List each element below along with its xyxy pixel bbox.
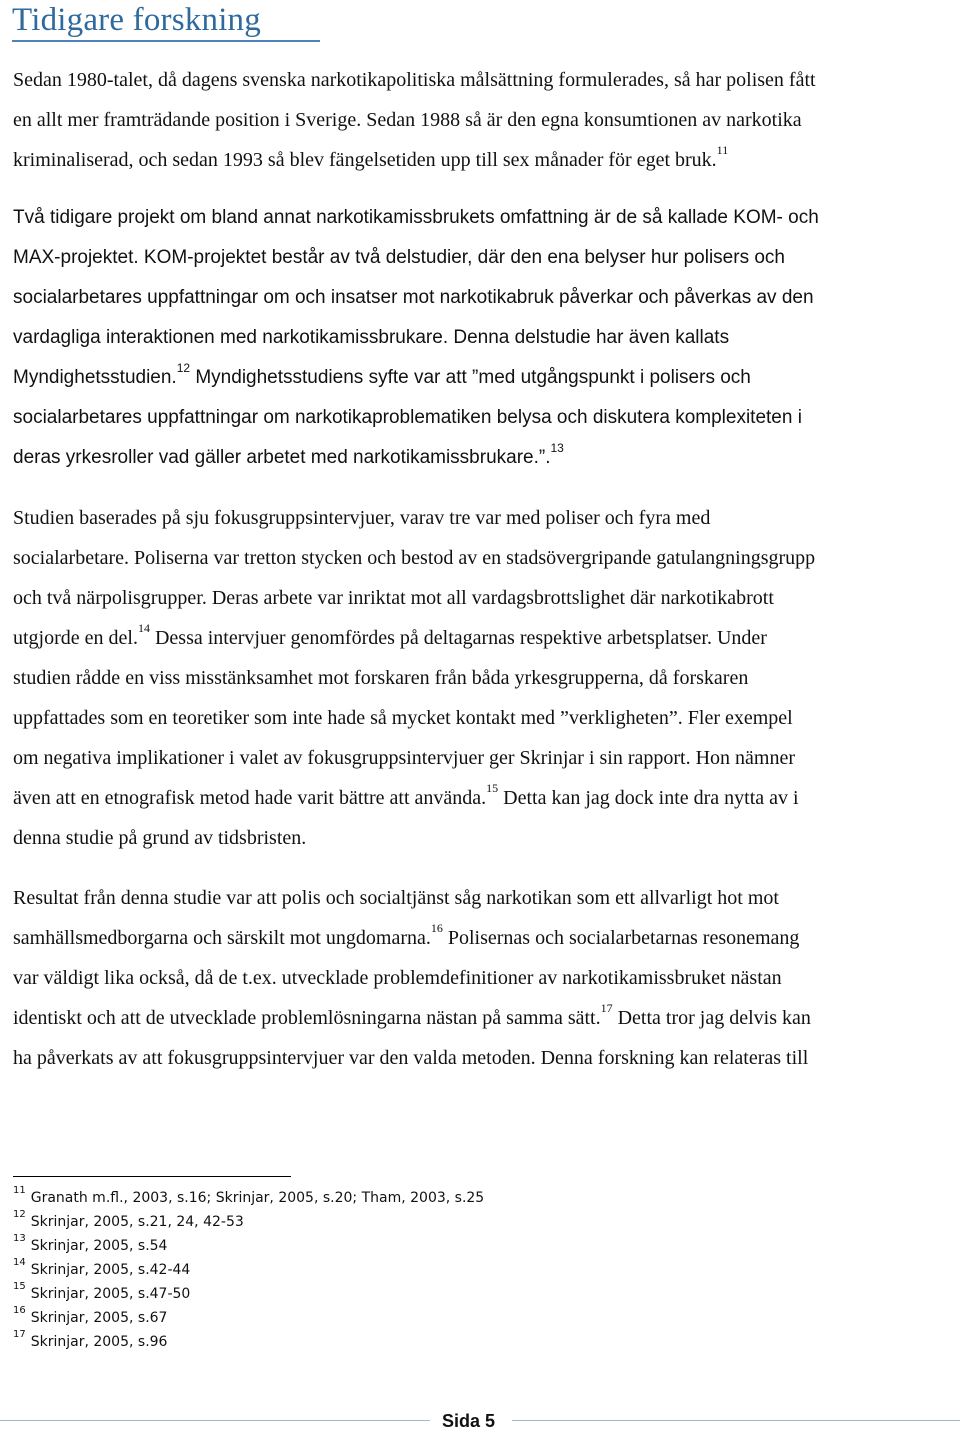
text-line: Sedan 1980-talet, då dagens svenska narkotikapolitiska målsättning formulerades, så har polisen fått <box>13 69 816 91</box>
text-segment: utgjorde en del. <box>13 627 138 649</box>
footnote-ref[interactable]: 11 <box>716 143 729 158</box>
text-line: denna studie på grund av tidsbristen. <box>13 827 307 849</box>
paragraph-4 <box>13 878 947 1078</box>
footnote-text: Skrinjar, 2005, s.21, 24, 42-53 <box>30 1214 244 1230</box>
text-line <box>13 618 947 658</box>
text-segment: Polisernas och socialarbetarnas resonemang <box>442 927 800 949</box>
text-line: Studien baserades på sju fokusgruppsintervjuer, varav tre var med poliser och fyra med <box>13 507 711 529</box>
footnote-item <box>13 1186 484 1210</box>
footnote-text: Skrinjar, 2005, s.54 <box>30 1238 168 1254</box>
footnote-ref[interactable]: 17 <box>600 1001 613 1016</box>
text-line <box>13 438 947 478</box>
footnote-ref[interactable]: 12 <box>176 360 191 375</box>
footnote-number: 14 <box>13 1257 26 1269</box>
footnote-number: 13 <box>13 1233 26 1245</box>
paragraph-2 <box>13 198 947 478</box>
footnote-number: 17 <box>13 1329 26 1341</box>
text-line <box>13 140 947 180</box>
text-segment: även att en etnografisk metod hade varit bättre att använda. <box>13 787 487 809</box>
text-line <box>13 778 947 818</box>
footnote-ref[interactable]: 15 <box>486 781 499 796</box>
footnote-ref[interactable]: 16 <box>430 921 443 936</box>
paragraph-1 <box>13 60 947 180</box>
text-line: vardagliga interaktionen med narkotikamissbrukare. Denna delstudie har även kallats <box>13 327 730 348</box>
footnote-text: Granath m.fl., 2003, s.16; Skrinjar, 2005, s.20; Tham, 2003, s.25 <box>30 1190 485 1206</box>
footer-rule-right <box>512 1420 960 1421</box>
footnote-item <box>13 1330 484 1354</box>
text-segment: Detta tror jag delvis kan <box>612 1007 811 1029</box>
footnote-number: 11 <box>13 1185 26 1197</box>
footnote-separator <box>13 1176 291 1177</box>
footnote-number: 12 <box>13 1209 26 1221</box>
text-line: socialarbetare. Poliserna var tretton stycken och bestod av en stadsövergripande gatulangningsgrupp <box>13 547 816 569</box>
text-line: och två närpolisgrupper. Deras arbete var inriktat mot all vardagsbrottslighet där narkotikabrott <box>13 587 774 609</box>
text-line: en allt mer framträdande position i Sverige. Sedan 1988 så är den egna konsumtionen av narkotika <box>13 109 802 131</box>
footnote-text: Skrinjar, 2005, s.67 <box>30 1310 168 1326</box>
text-line: var väldigt lika också, då de t.ex. utvecklade problemdefinitioner av narkotikamissbruket nästan <box>13 967 782 989</box>
footnote-text: Skrinjar, 2005, s.47-50 <box>30 1286 191 1302</box>
text-segment: Myndighetsstudiens syfte var att ”med utgångspunkt i polisers och <box>190 367 751 388</box>
footnote-item <box>13 1234 484 1258</box>
text-line: MAX-projektet. KOM-projektet består av två delstudier, där den ena belyser hur polisers och <box>13 247 785 268</box>
paragraph-3 <box>13 498 947 858</box>
text-segment: samhällsmedborgarna och särskilt mot ungdomarna. <box>13 927 431 949</box>
footnote-text: Skrinjar, 2005, s.42-44 <box>30 1262 191 1278</box>
text-segment: Myndighetsstudien. <box>13 367 177 388</box>
text-line: Två tidigare projekt om bland annat narkotikamissbrukets omfattning är de så kallade KOM- och <box>13 207 819 228</box>
footer-rule-left <box>0 1420 430 1421</box>
page-footer <box>0 1409 960 1433</box>
text-segment: kriminaliserad, och sedan 1993 så blev fängelsetiden upp till sex månader för eget bruk. <box>13 149 717 171</box>
text-line <box>13 998 947 1038</box>
text-line: om negativa implikationer i valet av fokusgruppsintervjuer ger Skrinjar i sin rapport. Hon nämner <box>13 747 796 769</box>
text-line: socialarbetares uppfattningar om och insatser mot narkotikabruk påverkar och påverkas av den <box>13 287 814 308</box>
section-heading: Tidigare forskning <box>12 2 261 38</box>
footnote-list <box>13 1186 484 1354</box>
footnote-item <box>13 1210 484 1234</box>
footnote-number: 16 <box>13 1305 26 1317</box>
text-line: socialarbetares uppfattningar om narkotikaproblematiken belysa och diskutera komplexiteten i <box>13 407 802 428</box>
page-number: Sida 5 <box>442 1411 496 1431</box>
text-segment: deras yrkesroller vad gäller arbetet med narkotikamissbrukare.”. <box>13 447 551 468</box>
text-line <box>13 918 947 958</box>
text-line: ha påverkats av att fokusgruppsintervjuer var den valda metoden. Denna forskning kan relateras till <box>13 1047 809 1069</box>
footnote-item <box>13 1306 484 1330</box>
text-segment: identiskt och att de utvecklade problemlösningarna nästan på samma sätt. <box>13 1007 601 1029</box>
text-segment: Detta kan jag dock inte dra nytta av i <box>498 787 799 809</box>
text-line: uppfattades som en teoretiker som inte hade så mycket kontakt med ”verkligheten”. Fler exempel <box>13 707 793 729</box>
footnote-item <box>13 1282 484 1306</box>
footnote-ref[interactable]: 14 <box>137 621 150 636</box>
footnote-text: Skrinjar, 2005, s.96 <box>30 1334 168 1350</box>
footnote-item <box>13 1258 484 1282</box>
footnote-number: 15 <box>13 1281 26 1293</box>
text-line <box>13 358 947 398</box>
text-line: Resultat från denna studie var att polis och socialtjänst såg narkotikan som ett allvarligt hot mot <box>13 887 779 909</box>
footnote-ref[interactable]: 13 <box>550 440 564 455</box>
text-line: studien rådde en viss misstänksamhet mot forskaren från båda yrkesgrupperna, då forskaren <box>13 667 749 689</box>
text-segment: Dessa intervjuer genomfördes på deltagarnas respektive arbetsplatser. Under <box>149 627 767 649</box>
heading-underline <box>12 40 320 42</box>
